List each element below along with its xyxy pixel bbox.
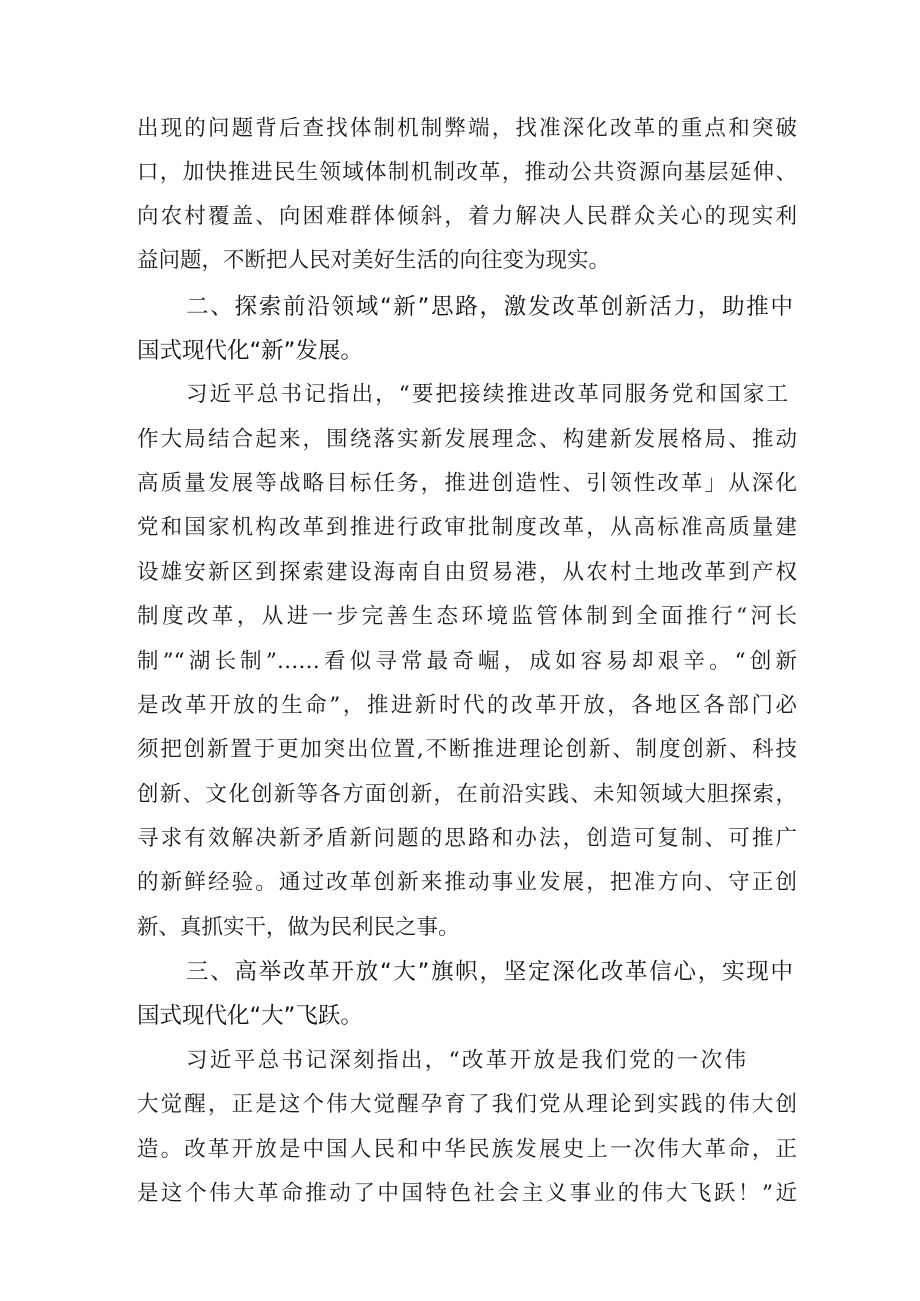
section-3-heading-line-1: 三、高举改革开放“大”旗帜，坚定深化改革信心，实现中	[186, 959, 793, 985]
section-3-heading-line-2: 国式现代化“大”飞跃。	[137, 1003, 363, 1029]
paragraph-2-line-9: 须把创新置于更加突出位置,不断推进理论创新、制度创新、科技	[137, 737, 797, 762]
paragraph-2-line-3: 高质量发展等战略目标任务，推进创造性、引领性改革」从深化	[137, 471, 797, 496]
paragraph-1-line-3: 向农村覆盖、向困难群体倾斜，着力解决人民群众关心的现实利	[137, 204, 797, 229]
section-2-heading-line-2: 国式现代化“新”发展。	[137, 338, 363, 364]
section-2-heading-line-1: 二、探索前沿领域“新”思路，激发改革创新活力，助推中	[186, 294, 793, 320]
paragraph-2-line-8: 是改革开放的生命”，推进新时代的改革开放，各地区各部门必	[137, 693, 797, 718]
paragraph-2-line-11: 寻求有效解决新矛盾新问题的思路和办法，创造可复制、可推广	[137, 826, 797, 851]
paragraph-3-line-2: 大觉醒，正是这个伟大觉醒孕育了我们党从理论到实践的伟大创	[137, 1092, 797, 1117]
paragraph-1-line-4: 益问题，不断把人民对美好生活的向往变为现实。	[137, 248, 611, 273]
paragraph-1-line-1: 出现的问题背后查找体制机制弊端，找准深化改革的重点和突破	[137, 116, 797, 141]
paragraph-2-line-12: 的新鲜经验。通过改革创新来推动事业发展，把准方向、守正创	[137, 870, 797, 895]
paragraph-2-line-6: 制度改革，从进一步完善生态环境监管体制到全面推行“河长	[137, 604, 797, 629]
paragraph-2-line-13: 新、真抓实干，做为民利民之事。	[137, 915, 460, 940]
paragraph-2-line-4: 党和国家机构改革到推进行政审批制度改革，从高标准高质量建	[137, 515, 797, 540]
paragraph-2-line-2: 作大局结合起来，围绕落实新发展理念、构建新发展格局、推动	[137, 427, 797, 452]
paragraph-2-line-10: 创新、文化创新等各方面创新，在前沿实践、未知领域大胆探索，	[137, 782, 797, 807]
paragraph-3-line-4: 是这个伟大革命推动了中国特色社会主义事业的伟大飞跃！”近	[137, 1181, 797, 1206]
paragraph-2-line-5: 设雄安新区到探索建设海南自由贸易港，从农村土地改革到产权	[137, 560, 797, 585]
paragraph-3-line-1: 习近平总书记深刻指出，“改革开放是我们党的一次伟	[186, 1048, 746, 1073]
paragraph-2-line-1: 习近平总书记指出，“要把接续推进改革同服务党和国家工	[186, 382, 788, 407]
paragraph-1-line-2: 口，加快推进民生领域体制机制改革，推动公共资源向基层延伸、	[137, 160, 797, 185]
paragraph-3-line-3: 造。改革开放是中国人民和中华民族发展史上一次伟大革命，正	[137, 1137, 797, 1162]
paragraph-2-line-7: 制”“湖长制”……看似寻常最奇崛，成如容易却艰辛。“创新	[137, 649, 797, 674]
